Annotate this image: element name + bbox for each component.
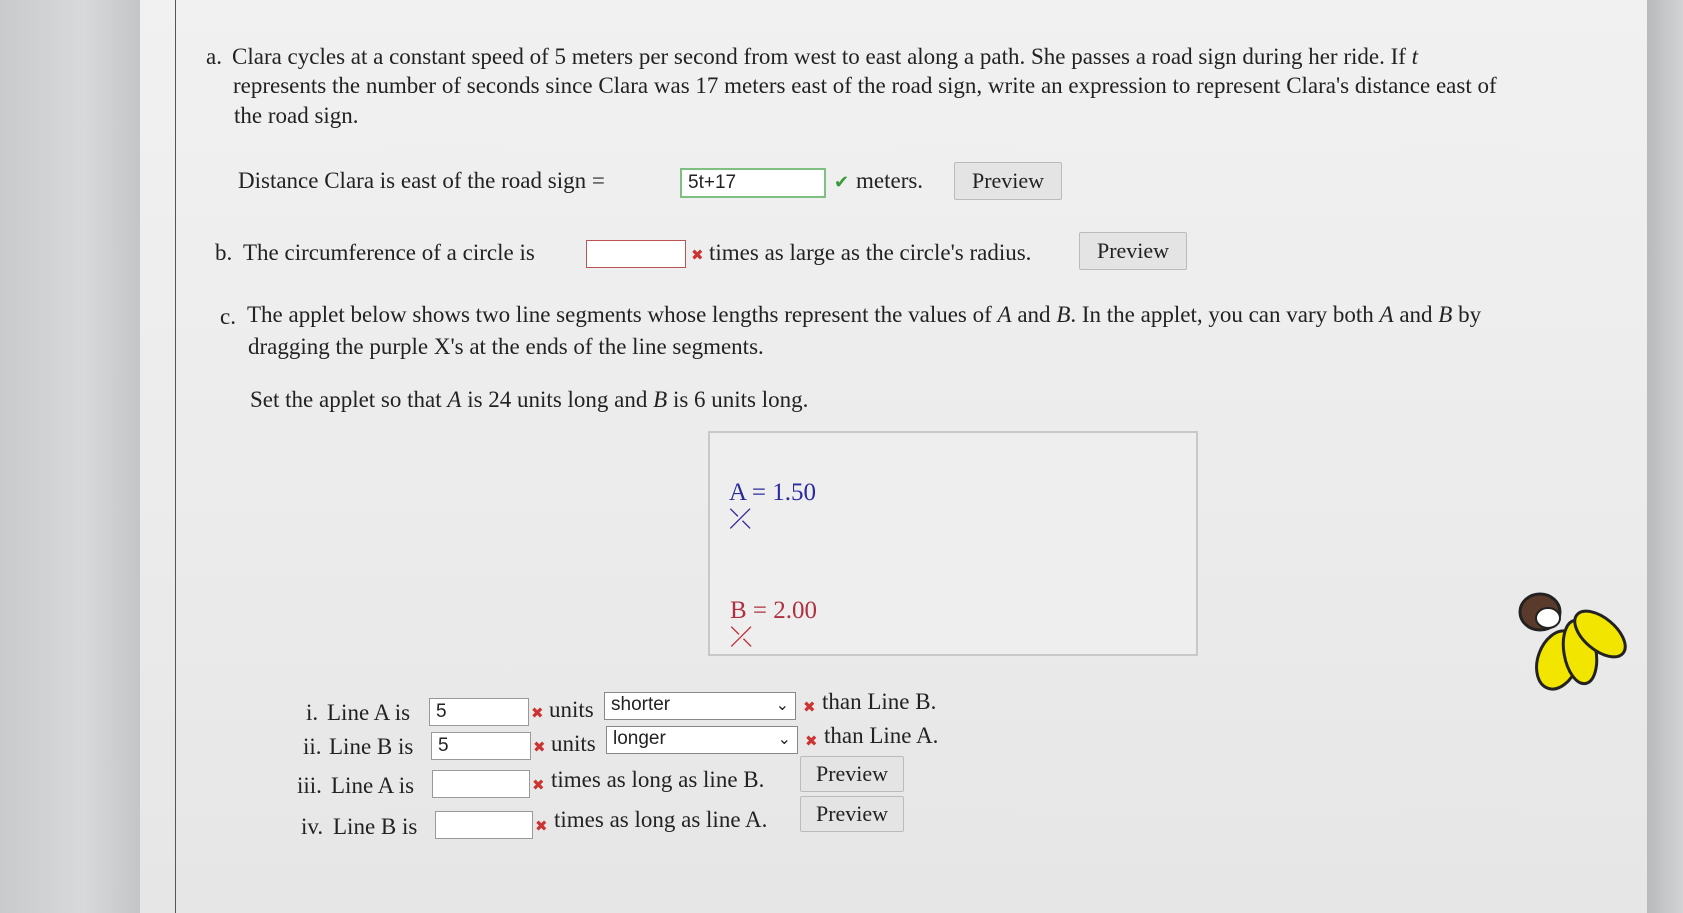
and-text-2: and (1399, 302, 1433, 327)
var-a: A (997, 302, 1012, 327)
var-b-3: B (653, 387, 668, 412)
subpart-iv-tail: times as long as line A. (554, 807, 768, 832)
subpart-i-label: Line A is (327, 700, 411, 725)
line-b-comparison-select[interactable] (606, 726, 798, 754)
part-c-letter: c. (220, 304, 236, 329)
monitor-bezel-right (1647, 0, 1683, 913)
line-a-select-value: shorter (611, 694, 671, 715)
instr-pre: Set the applet so that (250, 387, 442, 412)
line-b-times-field[interactable] (435, 811, 533, 839)
instr-end: is 6 units long. (672, 387, 809, 412)
subpart-ii-tail: than Line A. (824, 723, 939, 748)
monitor-bezel-left (0, 0, 140, 913)
part-b-preview-button[interactable]: Preview (1079, 232, 1187, 270)
x-mark-icon: ✖ (535, 817, 548, 835)
part-a-preview-button[interactable]: Preview (954, 162, 1062, 200)
circumference-answer-field[interactable] (586, 240, 686, 268)
subpart-iii-tail: times as long as line B. (551, 767, 765, 792)
part-a-line3: the road sign. (234, 103, 359, 128)
var-a-3: A (447, 387, 462, 412)
part-a-line2: represents the number of seconds since Clara was 17 meters east of the road sign, write an expression to represent Clara's distance east of (233, 73, 1497, 98)
x-mark-icon: ✖ (691, 246, 704, 264)
applet-a-label: A = 1.50 (729, 479, 817, 506)
part-a-line1-text: Clara cycles at a constant speed of 5 meters per second from west to east along a path. She passes a road sign during her ride. If (232, 44, 1406, 69)
check-mark-icon: ✔ (834, 172, 850, 192)
subpart-iv-num: iv. (301, 814, 324, 839)
line-segment-applet[interactable] (708, 431, 1198, 656)
part-c-instruction (250, 385, 808, 415)
content-left-border (175, 0, 176, 913)
part-c-line1-end: by (1458, 302, 1482, 327)
var-b-2: B (1438, 302, 1453, 327)
subpart-i-units: units (549, 697, 594, 722)
chevron-down-icon: ⌄ (777, 731, 791, 748)
line-b-select-value: longer (613, 728, 666, 749)
part-b-text-before: The circumference of a circle is (243, 240, 535, 265)
subpart-iv-preview-button[interactable]: Preview (800, 796, 904, 832)
banana-sticker-icon (1518, 582, 1628, 692)
x-handle-icon[interactable]: ⤫ (730, 620, 753, 653)
part-a-line1 (232, 42, 1418, 72)
part-b-text-after: times as large as the circle's radius. (709, 240, 1032, 265)
chevron-down-icon: ⌄ (775, 697, 789, 714)
subpart-i-num: i. (306, 700, 319, 725)
subpart-ii-units: units (551, 731, 596, 756)
var-b: B (1056, 302, 1071, 327)
x-mark-icon: ✖ (531, 704, 544, 722)
x-handle-icon[interactable]: ⤫ (729, 502, 752, 535)
applet-b-label: B = 2.00 (730, 597, 818, 624)
subpart-iii-num: iii. (297, 773, 322, 798)
and-text: and (1017, 302, 1051, 327)
instr-mid: is 24 units long and (467, 387, 648, 412)
subpart-i-tail: than Line B. (822, 689, 937, 714)
line-a-times-field[interactable] (432, 770, 530, 798)
subpart-iv-label: Line B is (333, 814, 418, 839)
x-mark-icon: ✖ (805, 732, 818, 750)
subpart-iii-label: Line A is (331, 773, 415, 798)
part-c-line1-text: The applet below shows two line segments whose lengths represent the values of (247, 302, 992, 327)
part-a-prompt: Distance Clara is east of the road sign = (238, 168, 605, 193)
part-c-line2: dragging the purple X's at the ends of the line segments. (248, 334, 764, 359)
part-b-letter: b. (215, 240, 233, 265)
line-a-comparison-select[interactable] (604, 692, 796, 720)
subpart-ii-num: ii. (303, 734, 322, 759)
distance-answer-field[interactable]: 5t+17 (680, 168, 826, 198)
x-mark-icon: ✖ (533, 738, 546, 756)
part-c-line1-mid: . In the applet, you can vary both (1070, 302, 1374, 327)
part-a-letter: a. (206, 44, 222, 69)
part-c-line1 (247, 300, 1481, 330)
x-mark-icon: ✖ (803, 698, 816, 716)
var-t: t (1411, 44, 1419, 69)
part-a-unit: meters. (856, 168, 924, 193)
subpart-ii-label: Line B is (329, 734, 414, 759)
subpart-iii-preview-button[interactable]: Preview (800, 756, 904, 792)
x-mark-icon: ✖ (532, 776, 545, 794)
line-a-units-field[interactable]: 5 (429, 698, 529, 726)
var-a-2: A (1379, 302, 1394, 327)
line-b-units-field[interactable]: 5 (431, 732, 531, 760)
